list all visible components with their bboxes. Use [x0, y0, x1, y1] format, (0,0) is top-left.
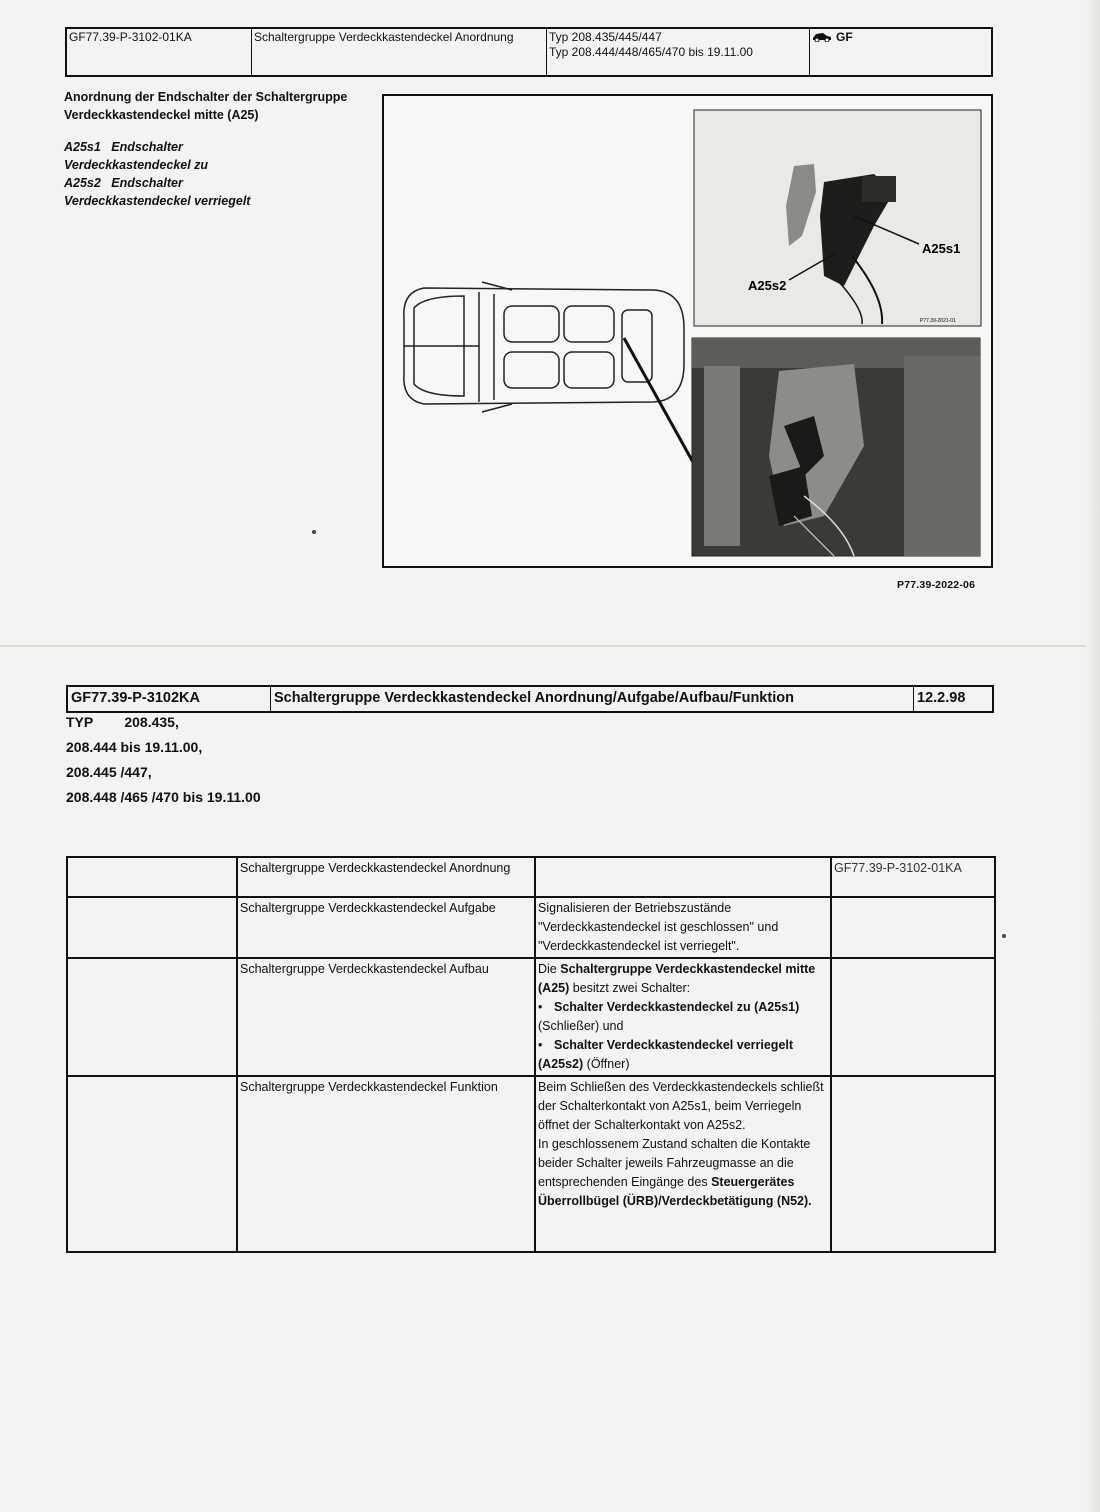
text-run: Die: [538, 962, 557, 976]
scan-edge: [1086, 0, 1100, 1512]
type-line: 208.435,: [124, 714, 179, 730]
legend-item: [64, 138, 364, 156]
text-run-bold: Schalter Verdeckkastendeckel zu (A25s1): [554, 1000, 800, 1014]
type-line: 208.444 bis 19.11.00,: [66, 739, 203, 755]
row-title: Schaltergruppe Verdeckkastendeckel Aufgabe: [237, 897, 535, 958]
label-a25s1: A25s1: [922, 241, 961, 256]
empty-cell: [831, 958, 995, 1076]
legend-label: Endschalter: [111, 176, 183, 190]
photo-code: P77.39-2021-01: [920, 318, 956, 324]
legend-item: [64, 174, 364, 192]
doc-code: GF77.39-P-3102-01KA: [66, 28, 252, 76]
text-run: (Schließer) und: [538, 1019, 624, 1033]
table-row: [67, 897, 995, 958]
type-list: [66, 710, 261, 810]
scan-speck: [1002, 934, 1006, 938]
row-title: Schaltergruppe Verdeckkastendeckel Funktion: [237, 1076, 535, 1252]
empty-cell: [67, 1076, 237, 1252]
typ-line-2: Typ 208.444/448/465/470 bis 19.11.00: [549, 45, 753, 59]
paragraph: [538, 1135, 828, 1211]
text-run-bold: Schaltergruppe Verdeckkastendeckel mitte (A25): [538, 962, 816, 995]
list-item: • Schalter Verdeckkastendeckel zu (A25s1) (Schließer) und: [538, 1000, 800, 1033]
type-line: 208.448 /465 /470 bis 19.11.00: [66, 789, 261, 805]
page-divider: [0, 645, 1100, 647]
header-table-2: [66, 685, 994, 713]
arrangement-description: [64, 88, 364, 210]
table-row: [67, 857, 995, 897]
row-ref: GF77.39-P-3102-01KA: [831, 857, 995, 897]
car-topview-illustration: [404, 282, 684, 412]
paragraph: Beim Schließen des Verdeckkastendeckels schließt der Schalterkontakt von A25s1, beim Verriegeln öffnet der Schalterkontakt von A25s2.: [538, 1080, 824, 1132]
figure-drawing: [384, 96, 991, 566]
figure-box: [382, 94, 993, 568]
doc-title-2: Schaltergruppe Verdeckkastendeckel Anordnung/Aufgabe/Aufbau/Funktion: [271, 686, 914, 712]
legend-detail: Verdeckkastendeckel zu: [64, 158, 209, 172]
row-text: [535, 958, 831, 1076]
doc-code-2: GF77.39-P-3102KA: [67, 686, 271, 712]
row-title: Schaltergruppe Verdeckkastendeckel Aufbau: [237, 958, 535, 1076]
function-table: [66, 856, 996, 1253]
typ-line-1: Typ 208.435/445/447: [549, 30, 662, 44]
legend-detail: Verdeckkastendeckel verriegelt: [64, 194, 251, 208]
text-run: (Öffner): [586, 1057, 630, 1071]
row-title: Schaltergruppe Verdeckkastendeckel Anordnung: [237, 857, 535, 897]
empty-cell: [67, 897, 237, 958]
text-run: besitzt zwei Schalter:: [572, 981, 691, 995]
empty-cell: [67, 958, 237, 1076]
switch-closeup-photo: [694, 110, 981, 326]
empty-cell: [67, 857, 237, 897]
text-run: In geschlossenem Zustand schalten die Kontakte beider Schalter jeweils Fahrzeugmasse an die entsprechenden Eingänge des: [538, 1137, 811, 1189]
header-table-1: [65, 27, 993, 77]
empty-cell: [831, 897, 995, 958]
car-icon: [812, 30, 832, 46]
empty-cell: [831, 1076, 995, 1252]
doc-title: Schaltergruppe Verdeckkastendeckel Anordnung: [252, 28, 547, 76]
table-row: [67, 1076, 995, 1252]
scan-speck: [312, 530, 316, 534]
text-run-bold: Schalter Verdeckkastendeckel verriegelt (A25s2): [538, 1038, 794, 1071]
doc-date: 12.2.98: [914, 686, 994, 712]
gf-mark: [810, 28, 993, 76]
installation-photo: [692, 338, 980, 556]
row-text: [535, 857, 831, 897]
row-text: Signalisieren der Betriebszustände "Verdeckkastendeckel ist geschlossen" und "Verdeckkastendeckel ist verriegelt".: [535, 897, 831, 958]
table-row: [67, 958, 995, 1076]
gf-label: GF: [836, 30, 853, 45]
arrangement-heading: Anordnung der Endschalter der Schaltergruppe Verdeckkastendeckel mitte (A25): [64, 90, 348, 122]
type-line: 208.445 /447,: [66, 764, 152, 780]
figure-code: P77.39-2022-06: [897, 579, 976, 591]
label-a25s2: A25s2: [748, 278, 787, 293]
legend-label: Endschalter: [111, 140, 183, 154]
text-run-bold: Steuergerätes Überrollbügel (ÜRB)/Verdeckbetätigung (N52).: [538, 1175, 812, 1208]
doc-types: [547, 28, 810, 76]
typ-label: TYP: [66, 714, 94, 730]
row-text: [535, 1076, 831, 1252]
legend-code: A25s1: [64, 140, 101, 154]
legend-code: A25s2: [64, 176, 101, 190]
list-item: • Schalter Verdeckkastendeckel verriegelt (A25s2) (Öffner): [538, 1038, 794, 1071]
legend: [64, 138, 364, 210]
